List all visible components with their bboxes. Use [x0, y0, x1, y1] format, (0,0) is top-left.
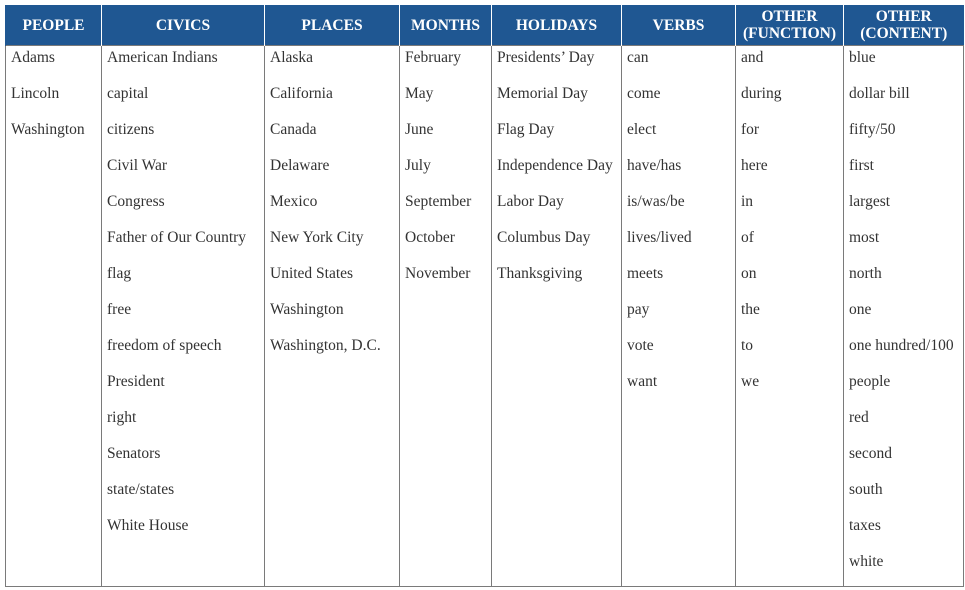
list-item: Alaska [270, 49, 314, 66]
vocabulary-table [5, 5, 964, 587]
list-item: February [405, 49, 461, 66]
column-cell-other-function [736, 46, 844, 587]
list-item: come [627, 85, 661, 102]
column-header-line: HOLIDAYS [515, 16, 598, 34]
list-item: can [627, 49, 649, 66]
list-item: Thanksgiving [497, 265, 583, 282]
column-header-line: (FUNCTION) [743, 25, 836, 42]
column-header-line: PLACES [301, 16, 363, 34]
column-cell-verbs [622, 46, 736, 587]
list-item: citizens [107, 121, 155, 138]
list-item: Washington [270, 301, 344, 318]
list-item: New York City [270, 229, 364, 246]
column-cell-places [265, 46, 400, 587]
list-item: free [107, 301, 132, 318]
list-item: dollar bill [849, 85, 910, 102]
column-header-places [265, 5, 400, 46]
list-item: Labor Day [497, 193, 564, 210]
list-item: United States [270, 265, 354, 282]
list-item: Flag Day [497, 121, 555, 138]
list-item: Lincoln [11, 85, 60, 102]
list-item: September [405, 193, 472, 210]
list-item: second [849, 445, 893, 462]
column-header-months [400, 5, 492, 46]
column-header-people [6, 5, 102, 46]
column-header-line: PEOPLE [22, 16, 85, 34]
column-header-line: OTHER [875, 8, 932, 25]
column-cell-people [6, 46, 102, 587]
list-item: white [849, 553, 884, 570]
list-item: June [405, 121, 434, 138]
list-item: flag [107, 265, 132, 282]
list-item: Congress [107, 193, 165, 210]
list-item: Delaware [270, 157, 330, 174]
column-header-line: CIVICS [155, 16, 211, 34]
list-item: people [849, 373, 891, 390]
list-item: Washington [11, 121, 85, 138]
list-item: state/states [107, 481, 175, 498]
list-item: Adams [11, 49, 55, 66]
body-row [6, 46, 964, 587]
list-item: is/was/be [627, 193, 685, 210]
list-item: north [849, 265, 882, 282]
list-item: Washington, D.C. [270, 337, 381, 354]
column-header-civics [102, 5, 265, 46]
column-cell-civics [102, 46, 265, 587]
list-item: first [849, 157, 874, 174]
list-item: want [627, 373, 658, 390]
list-item: Columbus Day [497, 229, 591, 246]
list-item: Mexico [270, 193, 318, 210]
header-row [6, 5, 964, 46]
list-item: during [741, 85, 782, 102]
list-item: Father of Our Country [107, 229, 247, 246]
list-item: largest [849, 193, 891, 210]
list-item: taxes [849, 517, 881, 534]
list-item: White House [107, 517, 189, 534]
list-item: we [741, 373, 760, 390]
list-item: California [270, 85, 333, 102]
list-item: right [107, 409, 137, 426]
list-item: meets [627, 265, 664, 282]
list-item: Canada [270, 121, 317, 138]
list-item: of [741, 229, 754, 246]
list-item: elect [627, 121, 657, 138]
column-header-other-function [736, 5, 844, 46]
list-item: in [741, 193, 754, 210]
column-header-verbs [622, 5, 736, 46]
list-item: pay [627, 301, 650, 318]
column-cell-months [400, 46, 492, 587]
list-item: here [741, 157, 768, 174]
list-item: American Indians [107, 49, 218, 66]
list-item: to [741, 337, 754, 354]
list-item: vote [627, 337, 654, 354]
list-item: Presidents’ Day [497, 49, 595, 66]
list-item: Memorial Day [497, 85, 588, 102]
list-item: Civil War [107, 157, 168, 174]
list-item: President [107, 373, 165, 390]
list-item: Independence Day [497, 157, 613, 174]
list-item: the [741, 301, 760, 318]
list-item: have/has [627, 157, 682, 174]
list-item: for [741, 121, 760, 138]
list-item: November [405, 265, 471, 282]
list-item: July [405, 157, 431, 174]
column-header-line: OTHER [761, 8, 818, 25]
column-cell-holidays [492, 46, 622, 587]
list-item: one hundred/100 [849, 337, 954, 354]
column-header-holidays [492, 5, 622, 46]
list-item: red [849, 409, 869, 426]
list-item: Senators [107, 445, 161, 462]
list-item: freedom of speech [107, 337, 222, 354]
list-item: blue [849, 49, 876, 66]
list-item: lives/lived [627, 229, 692, 246]
column-header-line: VERBS [652, 16, 705, 34]
column-header-other-content [844, 5, 964, 46]
list-item: May [405, 85, 434, 102]
list-item: fifty/50 [849, 121, 896, 138]
list-item: on [741, 265, 757, 282]
list-item: capital [107, 85, 149, 102]
list-item: one [849, 301, 872, 318]
column-cell-other-content [844, 46, 964, 587]
column-header-line: MONTHS [411, 16, 480, 34]
list-item: October [405, 229, 455, 246]
list-item: most [849, 229, 880, 246]
list-item: south [849, 481, 883, 498]
list-item: and [741, 49, 764, 66]
column-header-line: (CONTENT) [860, 25, 948, 42]
